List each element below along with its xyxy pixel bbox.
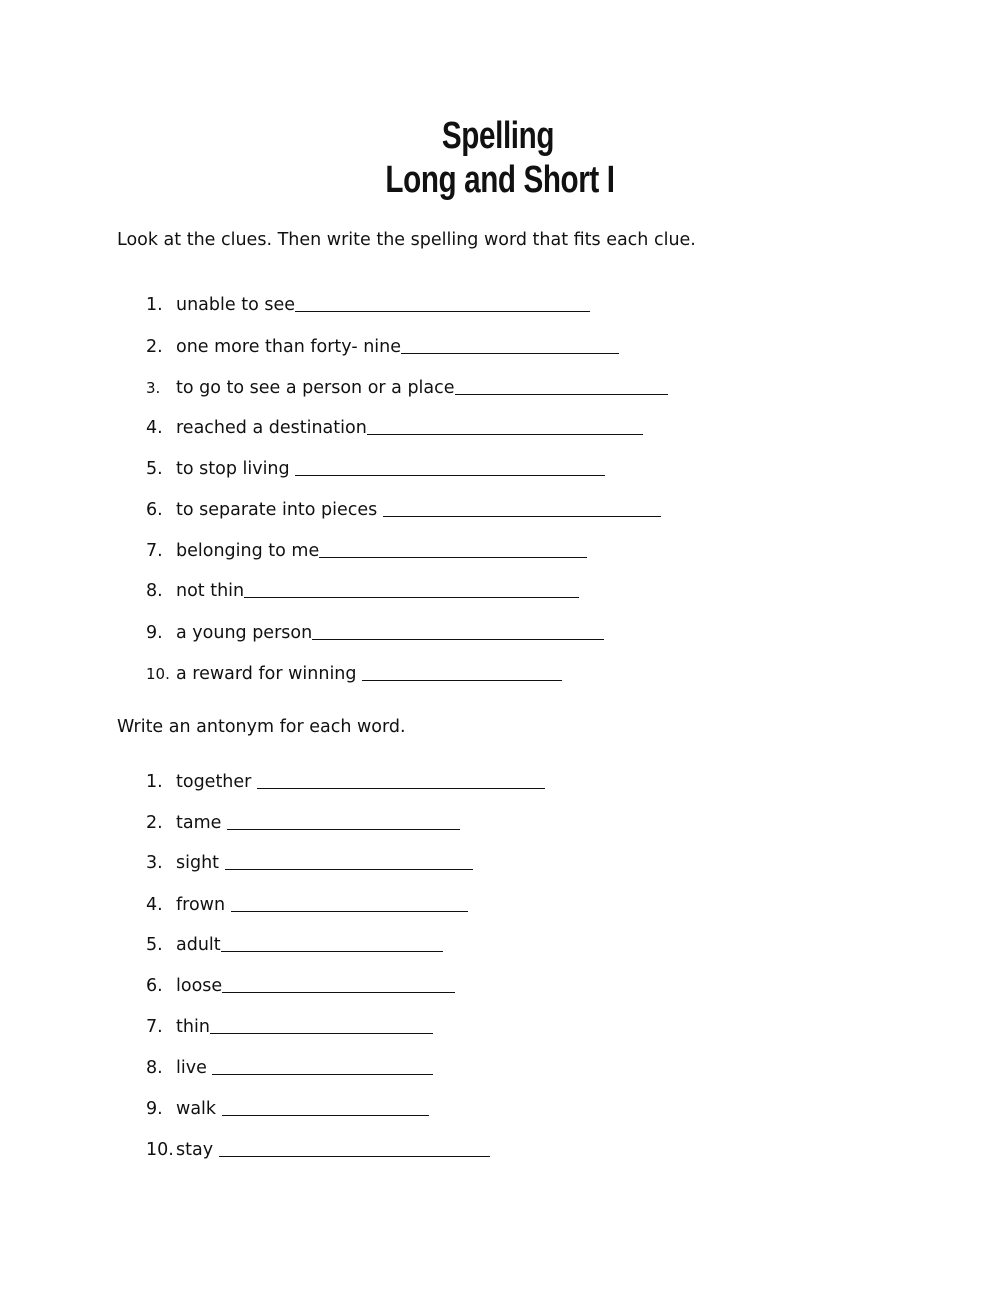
item-text: together xyxy=(176,772,257,792)
item-text: frown xyxy=(176,895,231,915)
item-number: 4. xyxy=(146,895,163,915)
item-number: 7. xyxy=(146,1017,163,1037)
item-text: walk xyxy=(176,1099,222,1119)
item-number: 9. xyxy=(146,623,163,643)
list-item xyxy=(146,974,455,998)
item-number: 10. xyxy=(146,665,170,683)
item-number: 4. xyxy=(146,418,163,438)
item-text: one more than forty- nine xyxy=(176,337,402,357)
item-text: live xyxy=(176,1058,213,1078)
list-item xyxy=(146,335,619,359)
list-item xyxy=(146,811,460,835)
answer-blank[interactable] xyxy=(227,828,460,830)
answer-blank[interactable] xyxy=(295,310,590,312)
item-text: a young person xyxy=(176,623,313,643)
item-number: 5. xyxy=(146,935,163,955)
list-item xyxy=(146,851,473,875)
list-item xyxy=(146,621,604,645)
list-item xyxy=(146,770,545,794)
item-text: unable to see xyxy=(176,295,295,315)
item-text: not thin xyxy=(176,581,245,601)
worksheet-title: Spelling xyxy=(441,115,555,157)
item-number: 10. xyxy=(146,1140,174,1160)
item-text: stay xyxy=(176,1140,219,1160)
item-number: 6. xyxy=(146,500,163,520)
section1-instruction: Look at the clues. Then write the spelling word that fits each clue. xyxy=(117,230,696,250)
answer-blank[interactable] xyxy=(222,1114,429,1116)
item-number: 3. xyxy=(146,379,161,397)
list-item xyxy=(146,662,562,686)
item-text: tame xyxy=(176,813,227,833)
answer-blank[interactable] xyxy=(231,910,468,912)
answer-blank[interactable] xyxy=(244,596,579,598)
worksheet-subtitle: Long and Short I xyxy=(385,159,615,201)
item-text: sight xyxy=(176,853,225,873)
item-number: 1. xyxy=(146,295,163,315)
list-item xyxy=(146,1015,433,1039)
item-text: a reward for winning xyxy=(176,664,363,684)
item-number: 6. xyxy=(146,976,163,996)
item-number: 1. xyxy=(146,772,163,792)
list-item xyxy=(146,457,605,481)
answer-blank[interactable] xyxy=(362,679,562,681)
answer-blank[interactable] xyxy=(383,515,661,517)
list-item xyxy=(146,893,468,917)
item-number: 2. xyxy=(146,813,163,833)
item-text: thin xyxy=(176,1017,210,1037)
list-item xyxy=(146,1097,429,1121)
answer-blank[interactable] xyxy=(312,638,604,640)
item-number: 8. xyxy=(146,1058,163,1078)
answer-blank[interactable] xyxy=(295,474,605,476)
item-text: adult xyxy=(176,935,221,955)
answer-blank[interactable] xyxy=(222,991,455,993)
list-item xyxy=(146,376,668,400)
item-text: to go to see a person or a place xyxy=(176,378,455,398)
answer-blank[interactable] xyxy=(210,1032,433,1034)
list-item xyxy=(146,933,443,957)
item-number: 8. xyxy=(146,581,163,601)
item-text: reached a destination xyxy=(176,418,367,438)
item-number: 2. xyxy=(146,337,163,357)
answer-blank[interactable] xyxy=(319,556,587,558)
list-item xyxy=(146,416,643,440)
answer-blank[interactable] xyxy=(212,1073,433,1075)
list-item xyxy=(146,579,579,603)
item-number: 7. xyxy=(146,541,163,561)
answer-blank[interactable] xyxy=(455,393,668,395)
item-text: loose xyxy=(176,976,223,996)
list-item xyxy=(146,498,661,522)
list-item xyxy=(146,1056,433,1080)
answer-blank[interactable] xyxy=(221,950,443,952)
answer-blank[interactable] xyxy=(367,433,643,435)
list-item xyxy=(146,1138,490,1162)
section2-instruction: Write an antonym for each word. xyxy=(117,717,406,737)
list-item xyxy=(146,539,587,563)
answer-blank[interactable] xyxy=(257,787,545,789)
list-item xyxy=(146,293,590,317)
item-number: 9. xyxy=(146,1099,163,1119)
answer-blank[interactable] xyxy=(225,868,473,870)
answer-blank[interactable] xyxy=(401,352,619,354)
item-number: 3. xyxy=(146,853,163,873)
item-text: belonging to me xyxy=(176,541,320,561)
item-text: to separate into pieces xyxy=(176,500,383,520)
item-text: to stop living xyxy=(176,459,296,479)
item-number: 5. xyxy=(146,459,163,479)
answer-blank[interactable] xyxy=(219,1155,490,1157)
